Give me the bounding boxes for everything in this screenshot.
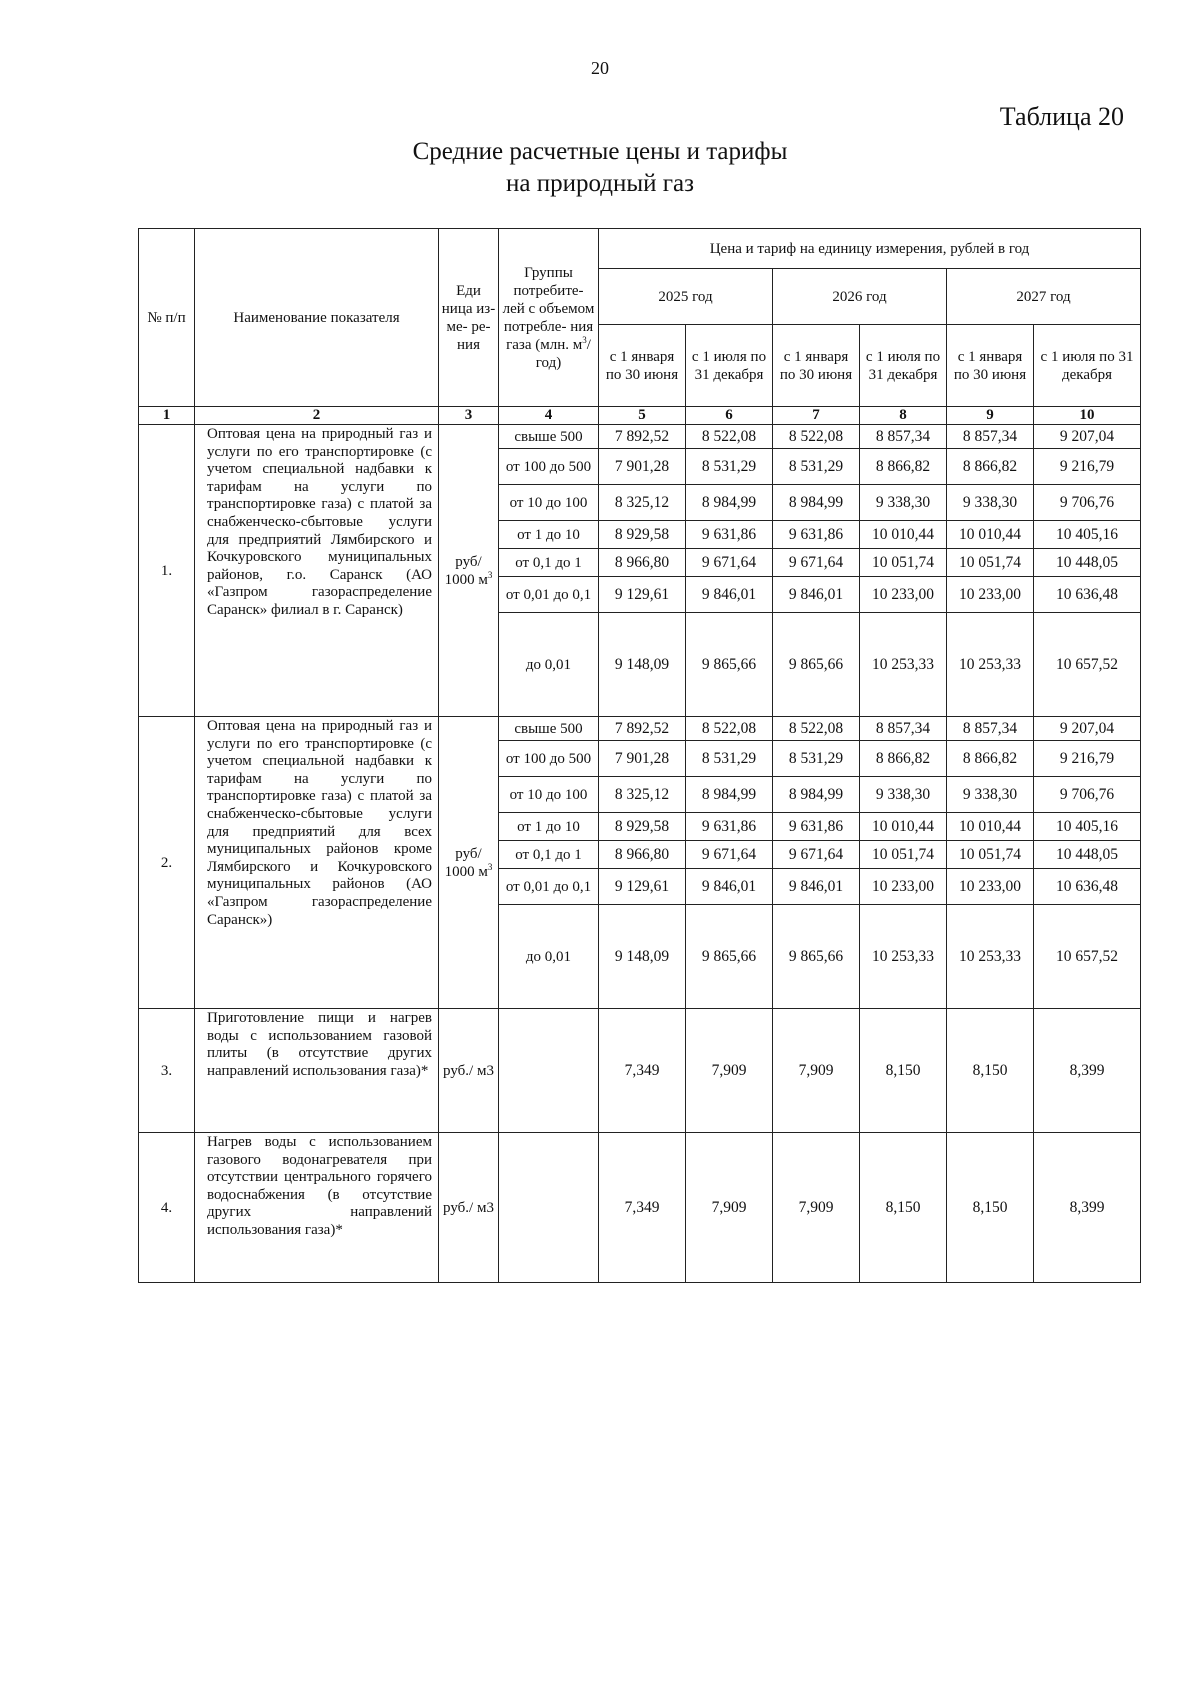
price-value: 9 631,86: [773, 521, 860, 549]
price-value: 9 671,64: [773, 841, 860, 869]
header-group-sup: 3: [582, 334, 587, 345]
price-value: 10 405,16: [1034, 521, 1141, 549]
price-value: 10 010,44: [947, 813, 1034, 841]
table-label: Таблица 20: [999, 102, 1124, 131]
price-value: 8 531,29: [773, 449, 860, 485]
price-value: 10 253,33: [860, 905, 947, 1009]
header-name: Наименование показателя: [195, 229, 439, 407]
price-value: 10 010,44: [947, 521, 1034, 549]
consumer-group: от 0,01 до 0,1: [499, 869, 599, 905]
price-value: 8 857,34: [860, 717, 947, 741]
consumer-group: от 1 до 10: [499, 521, 599, 549]
row-number: 4.: [139, 1133, 195, 1283]
consumer-group: [499, 1133, 599, 1283]
price-value: 10 051,74: [860, 841, 947, 869]
price-value: 9 338,30: [947, 777, 1034, 813]
price-value: 9 216,79: [1034, 741, 1141, 777]
price-value: 8 984,99: [773, 485, 860, 521]
table-row: [139, 425, 1141, 449]
price-value: 8 866,82: [947, 741, 1034, 777]
price-value: 8 522,08: [686, 717, 773, 741]
price-value: 7,909: [686, 1133, 773, 1283]
price-value: 8 984,99: [686, 485, 773, 521]
price-value: 8 522,08: [773, 717, 860, 741]
price-value: 8 866,82: [860, 741, 947, 777]
price-value: 10 051,74: [947, 841, 1034, 869]
table-title: [0, 136, 1200, 200]
table-row: [139, 1133, 1141, 1283]
price-value: 8 857,34: [860, 425, 947, 449]
price-value: 7 901,28: [599, 741, 686, 777]
price-value: 9 148,09: [599, 613, 686, 717]
consumer-group: от 100 до 500: [499, 449, 599, 485]
header-period-1: с 1 января по 30 июня: [599, 325, 686, 407]
price-value: 7,909: [773, 1133, 860, 1283]
price-value: 8 857,34: [947, 425, 1034, 449]
price-value: 7 892,52: [599, 717, 686, 741]
price-value: 9 207,04: [1034, 717, 1141, 741]
consumer-group: от 0,1 до 1: [499, 549, 599, 577]
price-value: 10 657,52: [1034, 905, 1141, 1009]
price-value: 9 338,30: [947, 485, 1034, 521]
consumer-group: от 1 до 10: [499, 813, 599, 841]
price-value: 8,150: [860, 1009, 947, 1133]
price-value: 8,399: [1034, 1009, 1141, 1133]
table-row: [139, 717, 1141, 741]
price-value: 9 865,66: [773, 905, 860, 1009]
price-value: 7,909: [686, 1009, 773, 1133]
consumer-group: от 10 до 100: [499, 485, 599, 521]
price-value: 8 325,12: [599, 777, 686, 813]
unit-cell: руб./ м3: [439, 1133, 499, 1283]
price-value: 9 846,01: [773, 869, 860, 905]
row-number: 3.: [139, 1009, 195, 1133]
price-value: 8 929,58: [599, 813, 686, 841]
consumer-group: свыше 500: [499, 425, 599, 449]
consumer-group: [499, 1009, 599, 1133]
header-group-text-end: /год): [535, 336, 591, 371]
consumer-group: до 0,01: [499, 905, 599, 1009]
price-value: 8 325,12: [599, 485, 686, 521]
price-value: 8 984,99: [686, 777, 773, 813]
consumer-group: свыше 500: [499, 717, 599, 741]
price-value: 10 253,33: [860, 613, 947, 717]
col-number: 2: [195, 407, 439, 425]
price-value: 10 636,48: [1034, 869, 1141, 905]
price-value: 9 865,66: [773, 613, 860, 717]
price-value: 8 531,29: [686, 449, 773, 485]
unit-cell: руб./ м3: [439, 1009, 499, 1133]
header-period-2: с 1 июля по 31 декабря: [686, 325, 773, 407]
col-number: 8: [860, 407, 947, 425]
indicator-name: Оптовая цена на природный газ и услуги по его транспортировке (с учетом специальной надбавки к тарифам на услуги по транспортировке газа) с платой за снабженческо-сбытовые услуги для предприятий Лямбирского и Кочкуровского муниципальных районов, г.о. Саранск (АО «Газпром газораспределение Саранск» филиал в г. Саранск): [195, 425, 439, 717]
header-unit: Еди ница из- ме- ре- ния: [439, 229, 499, 407]
header-year-2027: 2027 год: [947, 269, 1141, 325]
price-value: 8 866,82: [947, 449, 1034, 485]
price-value: 7 892,52: [599, 425, 686, 449]
col-number: 3: [439, 407, 499, 425]
price-value: 9 671,64: [686, 549, 773, 577]
price-value: 10 448,05: [1034, 549, 1141, 577]
price-value: 10 233,00: [947, 869, 1034, 905]
row-number: 1.: [139, 425, 195, 717]
price-value: 10 233,00: [860, 869, 947, 905]
unit-sup: 3: [487, 861, 493, 872]
page-number: 20: [591, 58, 609, 78]
price-value: 9 631,86: [773, 813, 860, 841]
price-value: 9 671,64: [773, 549, 860, 577]
price-value: 9 846,01: [773, 577, 860, 613]
col-number: 7: [773, 407, 860, 425]
header-price: Цена и тариф на единицу измерения, рублей в год: [599, 229, 1141, 269]
price-value: 10 636,48: [1034, 577, 1141, 613]
price-value: 7,349: [599, 1133, 686, 1283]
title-line-1: Средние расчетные цены и тарифы: [412, 138, 788, 165]
price-value: 10 448,05: [1034, 841, 1141, 869]
unit-cell: [439, 717, 499, 1009]
price-value: 8 966,80: [599, 549, 686, 577]
price-value: 8 522,08: [773, 425, 860, 449]
indicator-name: Оптовая цена на природный газ и услуги по его транспортировке (с учетом специальной надбавки к тарифам на услуги по транспортировке газа) с платой за снабженческо-сбытовые услуги для предприятий для всех муниципальных районов кроме Лямбирского и Кочкуровского муниципальных районов (АО «Газпром газораспределение Саранск»): [195, 717, 439, 1009]
header-period-6: с 1 июля по 31 декабря: [1034, 325, 1141, 407]
price-value: 10 657,52: [1034, 613, 1141, 717]
header-year-2025: 2025 год: [599, 269, 773, 325]
unit-sup: 3: [487, 569, 493, 580]
indicator-name: Приготовление пищи и нагрев воды с использованием газовой плиты (в отсутствие других направлений использования газа)*: [195, 1009, 439, 1133]
price-value: 8,150: [947, 1133, 1034, 1283]
unit-text: руб/ 1000 м: [444, 553, 488, 588]
price-value: 9 216,79: [1034, 449, 1141, 485]
price-value: 7,349: [599, 1009, 686, 1133]
price-value: 8 522,08: [686, 425, 773, 449]
price-value: 9 148,09: [599, 905, 686, 1009]
price-value: 8 531,29: [773, 741, 860, 777]
price-value: 8 866,82: [860, 449, 947, 485]
price-value: 10 405,16: [1034, 813, 1141, 841]
price-value: 7,909: [773, 1009, 860, 1133]
price-value: 10 253,33: [947, 905, 1034, 1009]
price-value: 9 865,66: [686, 613, 773, 717]
header-group-text: Группы потребите- лей с объемом потребле- ния газа (млн. м: [502, 264, 595, 353]
header-period-5: с 1 января по 30 июня: [947, 325, 1034, 407]
price-value: 10 051,74: [947, 549, 1034, 577]
price-value: 8 929,58: [599, 521, 686, 549]
price-value: 9 207,04: [1034, 425, 1141, 449]
price-value: 10 233,00: [947, 577, 1034, 613]
consumer-group: от 0,01 до 0,1: [499, 577, 599, 613]
price-value: 8 966,80: [599, 841, 686, 869]
price-value: 10 253,33: [947, 613, 1034, 717]
header-group: [499, 229, 599, 407]
price-value: 9 706,76: [1034, 485, 1141, 521]
table-body: [139, 425, 1141, 1283]
table-row: [139, 1009, 1141, 1133]
price-value: 8 984,99: [773, 777, 860, 813]
header-period-3: с 1 января по 30 июня: [773, 325, 860, 407]
price-value: 9 338,30: [860, 777, 947, 813]
price-value: 10 010,44: [860, 521, 947, 549]
price-value: 9 631,86: [686, 521, 773, 549]
price-value: 8,399: [1034, 1133, 1141, 1283]
price-value: 9 129,61: [599, 577, 686, 613]
col-number: 9: [947, 407, 1034, 425]
col-number: 4: [499, 407, 599, 425]
col-number: 6: [686, 407, 773, 425]
price-value: 9 671,64: [686, 841, 773, 869]
consumer-group: от 100 до 500: [499, 741, 599, 777]
price-value: 8 857,34: [947, 717, 1034, 741]
price-value: 9 846,01: [686, 869, 773, 905]
header-year-2026: 2026 год: [773, 269, 947, 325]
price-value: 9 631,86: [686, 813, 773, 841]
price-value: 9 846,01: [686, 577, 773, 613]
price-value: 10 051,74: [860, 549, 947, 577]
consumer-group: от 10 до 100: [499, 777, 599, 813]
col-number: 5: [599, 407, 686, 425]
price-value: 9 129,61: [599, 869, 686, 905]
header-no: № п/п: [139, 229, 195, 407]
consumer-group: от 0,1 до 1: [499, 841, 599, 869]
row-number: 2.: [139, 717, 195, 1009]
price-value: 9 865,66: [686, 905, 773, 1009]
price-value: 9 338,30: [860, 485, 947, 521]
unit-cell: [439, 425, 499, 717]
indicator-name: Нагрев воды с использованием газового водонагревателя при отсутствии центрального горячего водоснабжения (в отсутствие других направлений использования газа)*: [195, 1133, 439, 1283]
price-value: 9 706,76: [1034, 777, 1141, 813]
title-line-2: на природный газ: [505, 170, 694, 197]
price-value: 7 901,28: [599, 449, 686, 485]
consumer-group: до 0,01: [499, 613, 599, 717]
header-period-4: с 1 июля по 31 декабря: [860, 325, 947, 407]
tariff-table: [138, 228, 1141, 1283]
price-value: 10 010,44: [860, 813, 947, 841]
col-number: 10: [1034, 407, 1141, 425]
unit-text: руб/ 1000 м: [444, 845, 488, 880]
price-value: 8,150: [860, 1133, 947, 1283]
col-number: 1: [139, 407, 195, 425]
price-value: 8,150: [947, 1009, 1034, 1133]
price-value: 8 531,29: [686, 741, 773, 777]
price-value: 10 233,00: [860, 577, 947, 613]
